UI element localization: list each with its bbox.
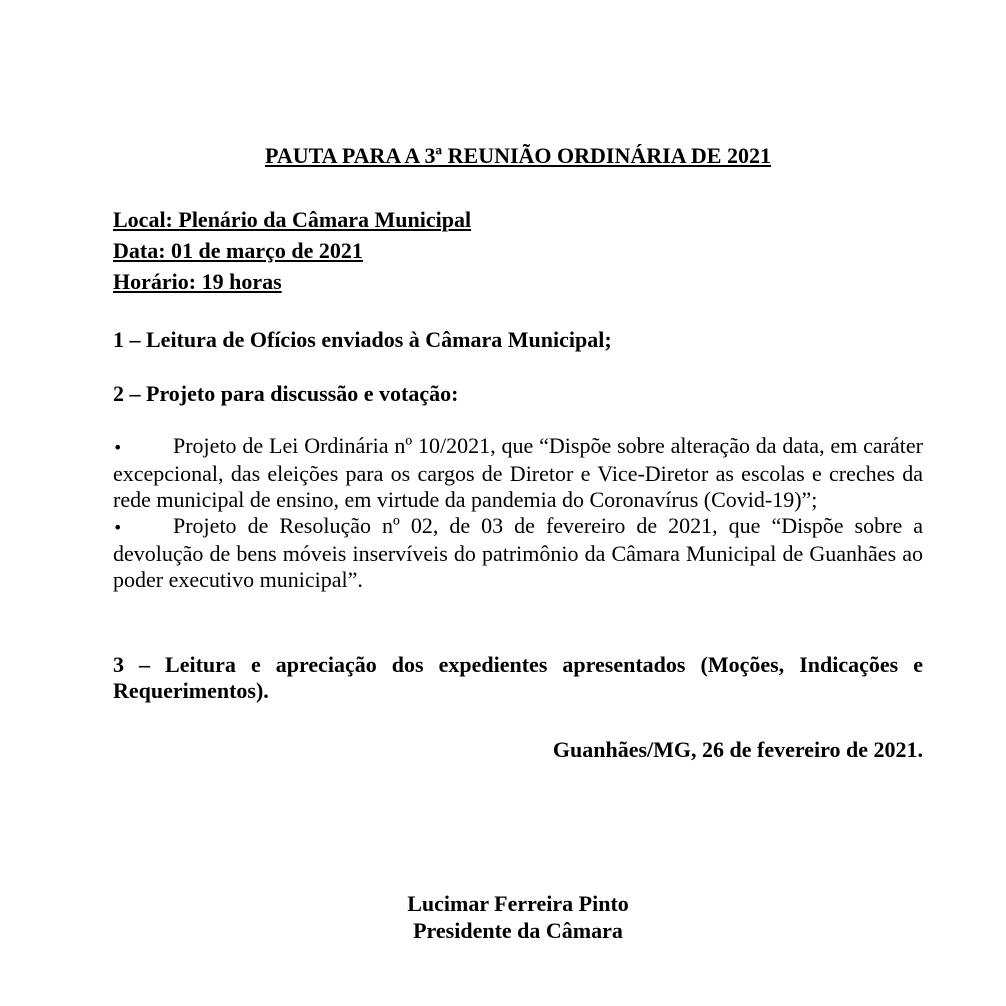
signatory-role: Presidente da Câmara (413, 918, 623, 943)
agenda-item-3: 3 – Leitura e apreciação dos expedientes apresentados (Moções, Indicações e Requerimentos). (113, 652, 923, 703)
meeting-time: Horário: 19 horas (113, 269, 282, 294)
signatory-name: Lucimar Ferreira Pinto (407, 891, 629, 916)
project-text: Projeto de Resolução nº 02, de 03 de fevereiro de 2021, que “Dispõe sobre a devolução de bens móveis inservíveis do patrimônio da Câmara Municipal de Guanhães ao poder executivo municipal”. (113, 513, 923, 592)
document-page (113, 0, 923, 1006)
dateline: Guanhães/MG, 26 de fevereiro de 2021. (552, 737, 923, 762)
bullet-icon: • (113, 518, 123, 537)
project-list (113, 433, 923, 593)
page-title: PAUTA PARA A 3ª REUNIÃO ORDINÁRIA DE 2021 (265, 143, 771, 168)
agenda-item-1: 1 – Leitura de Ofícios enviados à Câmara Municipal; (113, 327, 612, 352)
project-item (113, 433, 923, 513)
project-text: Projeto de Lei Ordinária nº 10/2021, que “Dispõe sobre alteração da data, em caráter excepcional, das eleições para os cargos de Diretor e Vice-Diretor as escolas e creches da rede municipal de ensino, em virtude da pandemia do Coronavírus (Covid-19)”; (113, 433, 923, 512)
meeting-location: Local: Plenário da Câmara Municipal (113, 207, 472, 232)
signature-block (113, 890, 923, 944)
meeting-details (113, 204, 471, 297)
agenda-item-2: 2 – Projeto para discussão e votação: (113, 381, 459, 406)
bullet-icon: • (113, 438, 123, 457)
project-item (113, 513, 923, 593)
meeting-date: Data: 01 de março de 2021 (113, 238, 363, 263)
